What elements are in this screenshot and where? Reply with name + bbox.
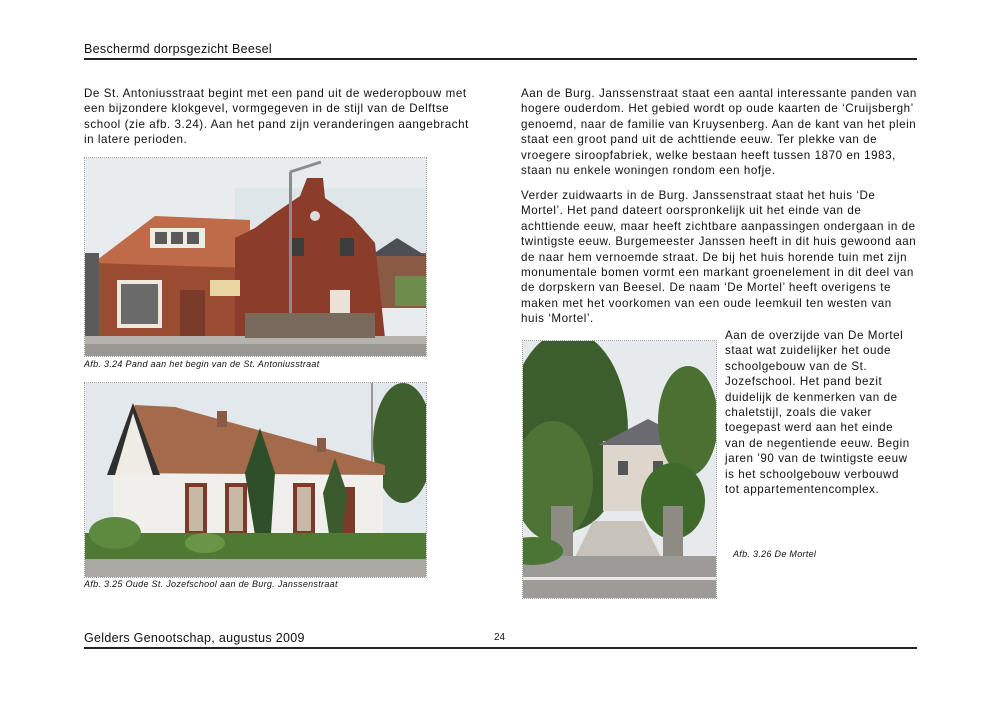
left-intro-paragraph: De St. Antoniusstraat begint met een pand uit de wederopbouw met een bijzondere klokgevel, vormgegeven in de stijl van de Delftse school (zie afb. 3.24). Aan het pand zijn veranderingen aangebracht in latere perioden.: [84, 87, 469, 147]
caption-figure-3-26: Afb. 3.26 De Mortel: [733, 549, 817, 559]
header-rule: [84, 58, 917, 60]
photo-de-mortel: [522, 340, 717, 599]
page-number: 24: [494, 632, 506, 643]
footer-publisher: Gelders Genootschap, augustus 2009: [84, 631, 305, 645]
footer-rule: [84, 647, 917, 649]
right-paragraph-de-mortel: Verder zuidwaarts in de Burg. Janssenstraat staat het huis ‘De Mortel’. Het pand dateert oorspronkelijk uit het einde van de achttiende eeuw, maar heeft zichtbare aanpassingen ondergaan in de twintigste eeuw. Burgemeester Janssen heeft in dit huis gewoond aan de naar hem vernoemde straat. De bij het huis horende tuin met zijn monumentale bomen vormt een markant groenelement in dit deel van de dorpskern van Beesel. De naam ‘De Mortel’ heeft overigens te maken met het voorkomen van een oude leemkuil ten westen van huis ‘Mortel’.: [521, 189, 917, 326]
caption-figure-3-25: Afb. 3.25 Oude St. Jozefschool aan de Burg. Janssenstraat: [84, 579, 338, 589]
photo-oude-st-jozefschool: [84, 382, 427, 578]
photo-antoniusstraat: [84, 157, 427, 357]
right-paragraph-cruijsbergh: Aan de Burg. Janssenstraat staat een aantal interessante panden van hogere ouderdom. Het gebied wordt op oude kaarten de ‘Cruijsbergh’ genoemd, naar de familie van Kruysenberg. Aan de kant van het plein staat een groot pand uit de achttiende eeuw. Ter plekke van de vroegere siroopfabriek, welke bestaan heeft tussen 1870 en 1983, staan nu enkele woningen rondom een hofje.: [521, 87, 917, 178]
side-paragraph-st-jozefschool: Aan de overzijde van De Mortel staat wat zuidelijker het oude schoolgebouw van de St. Jozefschool. Het pand bezit duidelijk de kenmerken van de chaletstijl, zoals die vaker toegepast werd aan het einde van de negentiende eeuw. Begin jaren ’90 van de twintigste eeuw is het schoolgebouw verbouwd tot appartementencomplex.: [725, 329, 910, 497]
page-header-title: Beschermd dorpsgezicht Beesel: [84, 42, 272, 56]
caption-figure-3-24: Afb. 3.24 Pand aan het begin van de St. Antoniusstraat: [84, 359, 320, 369]
